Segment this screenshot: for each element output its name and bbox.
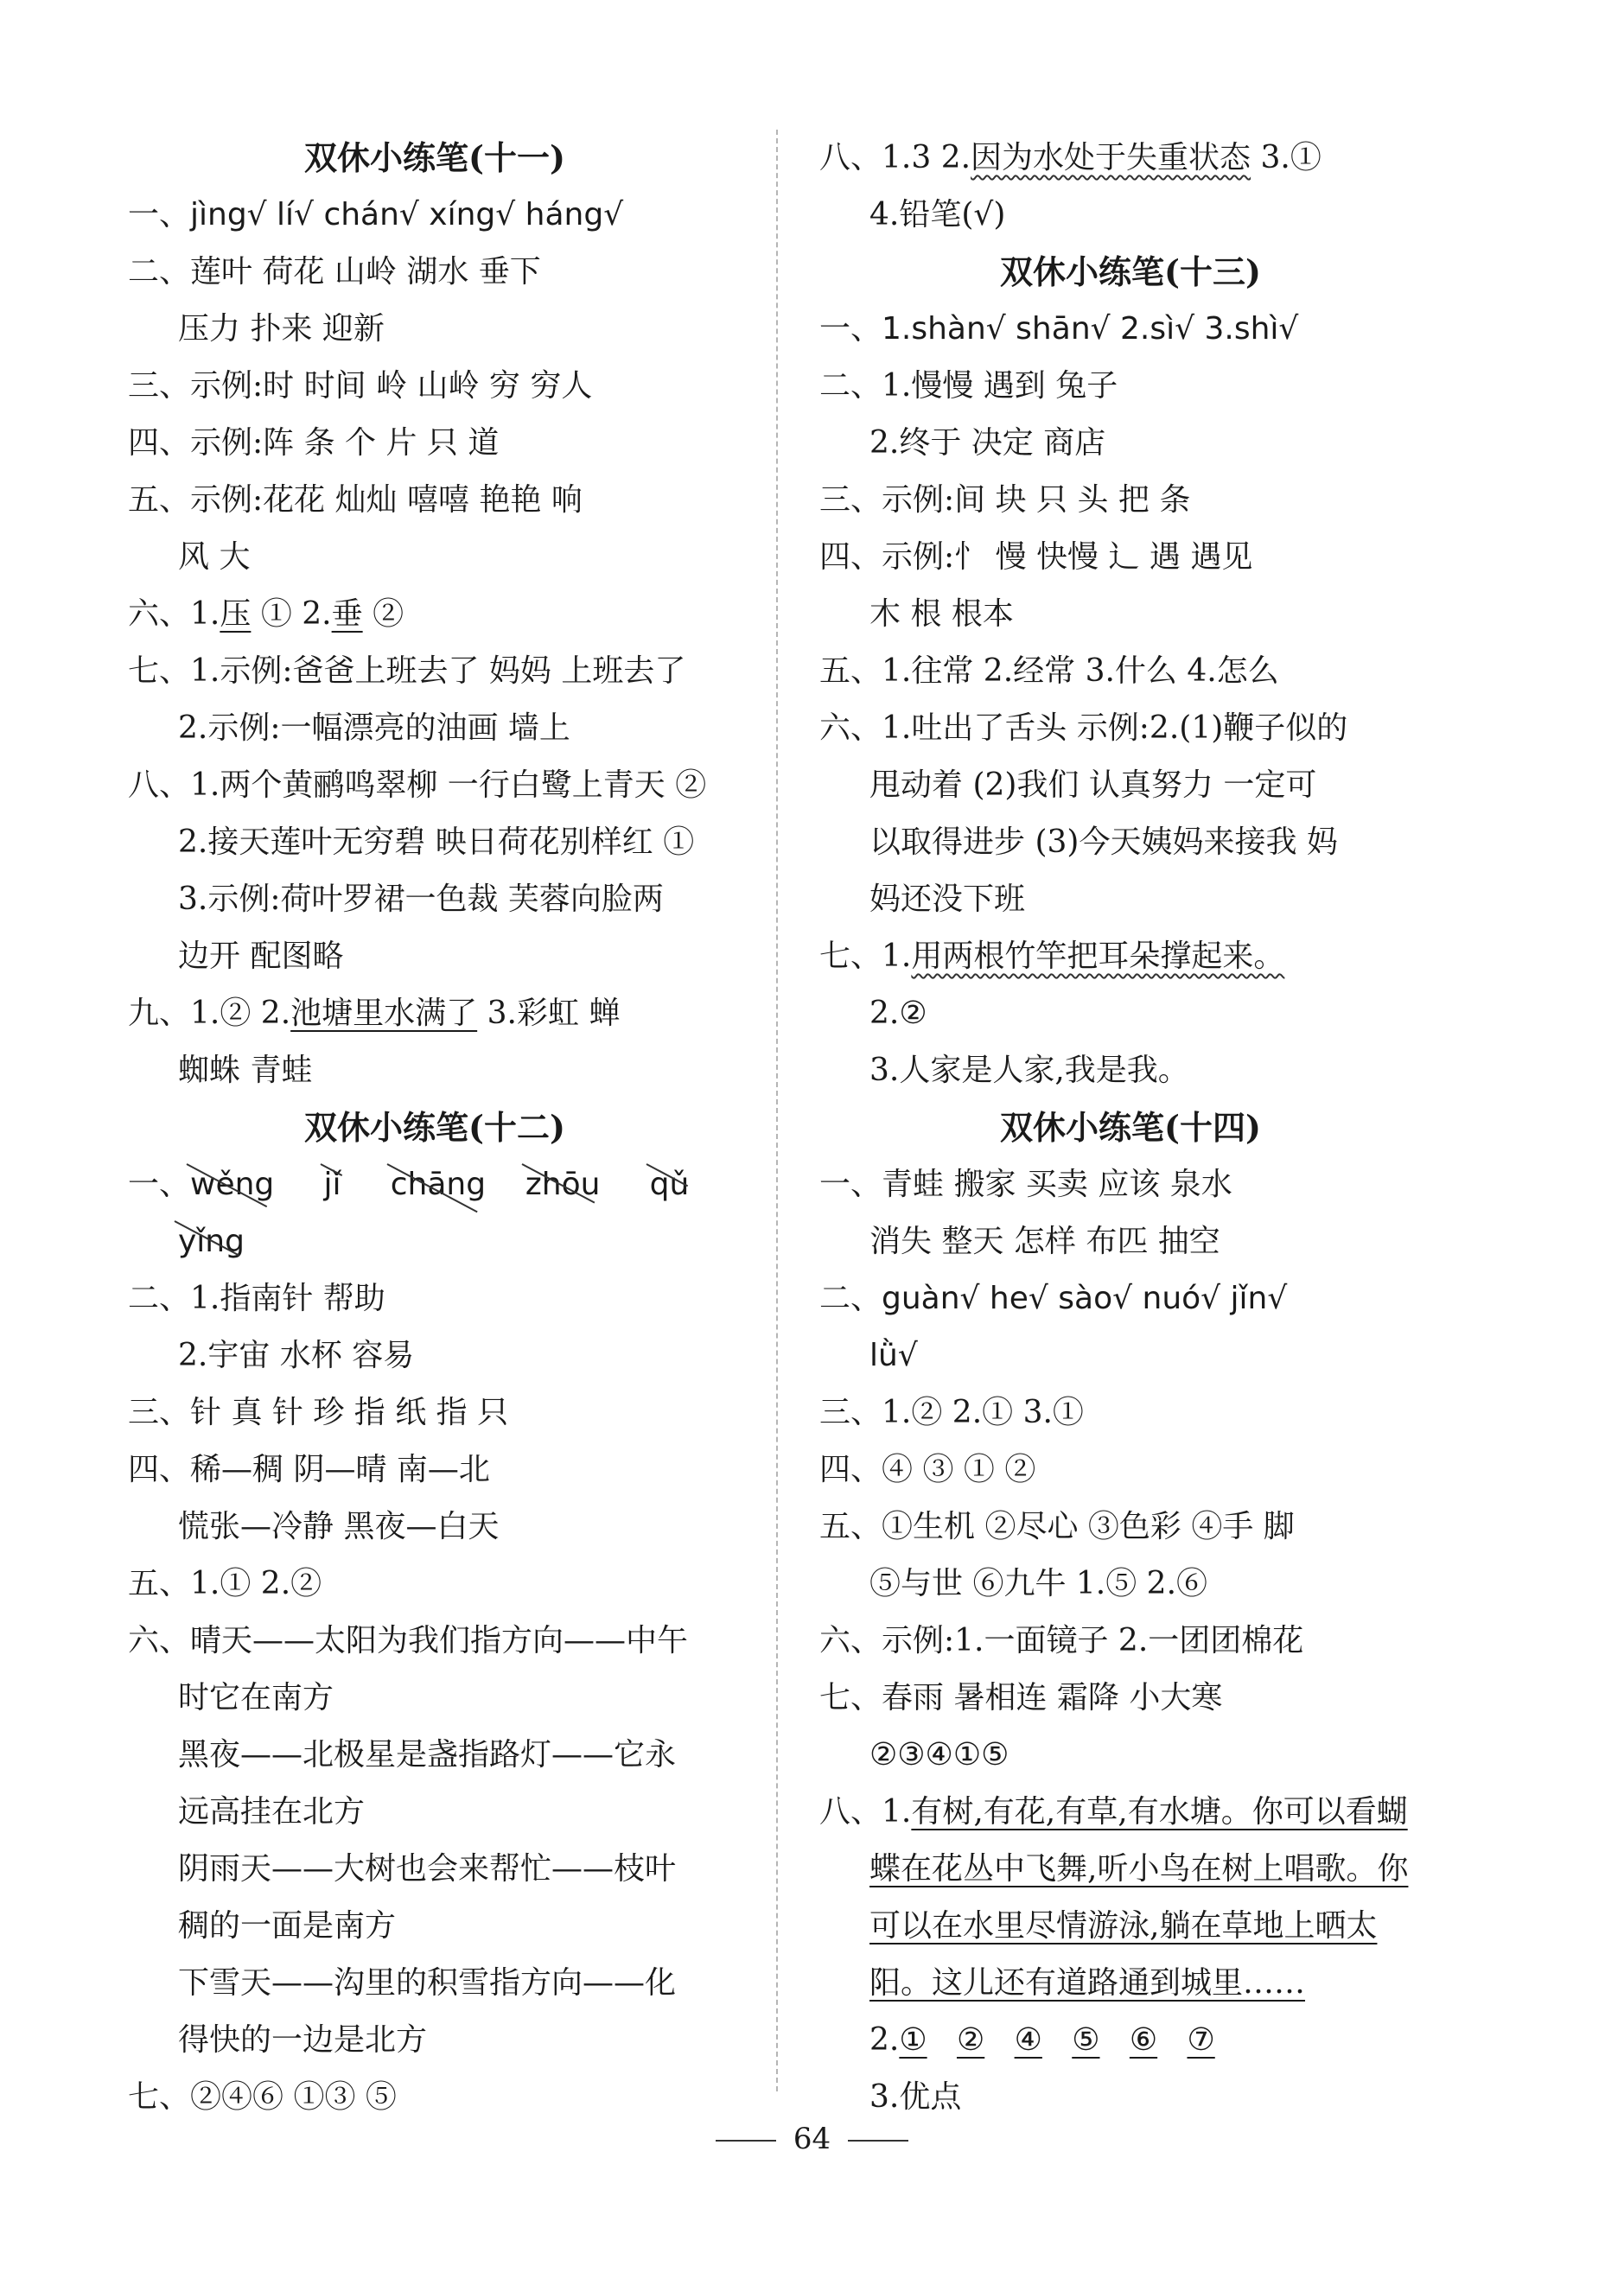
section-title-13: 双休小练笔(十三) bbox=[1000, 252, 1261, 291]
answer-line: 二、莲叶 荷花 山岭 湖水 垂下 bbox=[128, 254, 541, 290]
answer-line: 四、稀—稠 阴—晴 南—北 bbox=[128, 1452, 490, 1487]
answer-line: 以取得进步 (3)今天姨妈来接我 妈 bbox=[869, 824, 1338, 860]
answer-line bbox=[819, 928, 1442, 985]
answer-line: 2.② bbox=[869, 996, 927, 1031]
wavy-underlined-answer: 用两根竹竿把耳朵撑起来。 bbox=[911, 939, 1285, 974]
answer-line: 六、示例:1.一面镜子 2.一团团棉花 bbox=[819, 1623, 1304, 1658]
left-column bbox=[128, 130, 742, 2126]
answer-text: 七、1. bbox=[819, 939, 912, 974]
answer-text: 八、1.3 2. bbox=[819, 140, 971, 175]
answer-line: 阴雨天——大树也会来帮忙——枝叶 bbox=[178, 1851, 677, 1887]
answer-line: 三、1.② 2.① 3.① bbox=[819, 1395, 1084, 1430]
answer-text: ② bbox=[362, 596, 404, 632]
answer-line: 3.示例:荷叶罗裙一色裁 芙蓉向脸两 bbox=[178, 882, 664, 917]
answer-line: 时它在南方 bbox=[178, 1680, 334, 1715]
answer-line: 得快的一边是北方 bbox=[178, 2022, 428, 2058]
answer-text: 八、1. bbox=[819, 1794, 912, 1830]
answer-text: 六、1. bbox=[128, 596, 220, 632]
underlined-answer: 有树,有花,有草,有水塘。你可以看蝴 bbox=[911, 1794, 1408, 1830]
answer-line: 黑夜——北极星是盏指路灯——它永 bbox=[178, 1737, 677, 1773]
answer-line bbox=[819, 1784, 1442, 1841]
answer-line: 妈还没下班 bbox=[869, 882, 1026, 917]
answer-line: 七、②④⑥ ①③ ⑤ bbox=[128, 2079, 397, 2115]
answer-line: 消失 整天 怎样 布匹 抽空 bbox=[869, 1224, 1220, 1259]
answer-line: 慌张—冷静 黑夜—白天 bbox=[178, 1509, 500, 1544]
answer-text: ① 2. bbox=[251, 596, 332, 632]
underlined-answer: ⑦ bbox=[1187, 2022, 1215, 2058]
right-column bbox=[819, 130, 1442, 2126]
answer-text: 2. bbox=[869, 2022, 900, 2058]
answer-text: 九、1.② 2. bbox=[128, 996, 291, 1031]
answer-line bbox=[819, 1898, 1442, 1955]
answer-line: 四、④ ③ ① ② bbox=[819, 1452, 1036, 1487]
underlined-answer: 池塘里水满了 bbox=[290, 996, 478, 1031]
footer-dash bbox=[716, 2140, 776, 2142]
answer-line bbox=[819, 130, 1442, 187]
answer-line: 下雪天——沟里的积雪指方向——化 bbox=[178, 1965, 677, 2001]
answer-text: 一、 bbox=[128, 1167, 191, 1202]
underlined-answer: 蝶在花丛中飞舞,听小鸟在树上唱歌。你 bbox=[869, 1851, 1409, 1887]
answer-line: 五、①生机 ②尽心 ③色彩 ④手 脚 bbox=[819, 1509, 1295, 1544]
pinyin-word: qǔ bbox=[650, 1156, 690, 1213]
answer-line: 六、晴天——太阳为我们指方向——中午 bbox=[128, 1623, 689, 1658]
section-title-14: 双休小练笔(十四) bbox=[1000, 1108, 1261, 1147]
pinyin-word: zhōu bbox=[525, 1156, 601, 1213]
answer-line: ⑤与世 ⑥九牛 1.⑤ 2.⑥ bbox=[869, 1566, 1208, 1601]
answer-line: 五、1.往常 2.经常 3.什么 4.怎么 bbox=[819, 653, 1279, 689]
page-footer bbox=[0, 2122, 1624, 2156]
underlined-answer: ⑥ bbox=[1129, 2022, 1158, 2058]
underlined-answer: ④ bbox=[1014, 2022, 1042, 2058]
answer-line: 三、示例:间 块 只 头 把 条 bbox=[819, 482, 1191, 518]
answer-line: 四、示例:阵 条 个 片 只 道 bbox=[128, 425, 500, 461]
answer-line: 2.宇宙 水杯 容易 bbox=[178, 1338, 415, 1373]
answer-text: 3.① bbox=[1251, 140, 1321, 175]
answer-text: 3.彩虹 蝉 bbox=[477, 996, 621, 1031]
answer-line: 3.优点 bbox=[869, 2079, 962, 2115]
column-divider bbox=[776, 130, 778, 2091]
underlined-answer: 可以在水里尽情游泳,躺在草地上晒太 bbox=[869, 1908, 1378, 1944]
pinyin-word: wěng bbox=[190, 1156, 274, 1213]
answer-line: ②③④①⑤ bbox=[869, 1737, 1009, 1773]
answer-line: 稠的一面是南方 bbox=[178, 1908, 397, 1944]
answer-line: 二、guàn√ he√ sào√ nuó√ jǐn√ bbox=[819, 1281, 1288, 1316]
answer-line bbox=[819, 1955, 1442, 2012]
answer-line: 一、1.shàn√ shān√ 2.sì√ 3.shì√ bbox=[819, 311, 1299, 347]
answer-line: 木 根 根本 bbox=[869, 596, 1014, 632]
answer-line bbox=[128, 1156, 742, 1213]
answer-line: 2.终于 决定 商店 bbox=[869, 425, 1106, 461]
answer-line: 七、春雨 暑相连 霜降 小大寒 bbox=[819, 1680, 1223, 1715]
answer-line bbox=[128, 985, 742, 1042]
answer-line bbox=[128, 1213, 742, 1270]
pinyin-word: jǐ bbox=[324, 1156, 341, 1213]
answer-line bbox=[819, 1841, 1442, 1898]
footer-dash bbox=[848, 2140, 908, 2142]
answer-line: 二、1.慢慢 遇到 兔子 bbox=[819, 368, 1118, 404]
answer-line: 八、1.两个黄鹂鸣翠柳 一行白鹭上青天 ② bbox=[128, 767, 707, 803]
answer-line: 三、示例:时 时间 岭 山岭 穷 穷人 bbox=[128, 368, 593, 404]
answer-line: 边开 配图略 bbox=[178, 939, 344, 974]
answer-line: 五、示例:花花 灿灿 嘻嘻 艳艳 响 bbox=[128, 482, 583, 518]
pinyin-word: yǐng bbox=[178, 1213, 245, 1270]
answer-line: lǜ√ bbox=[869, 1338, 918, 1373]
underlined-answer: 压 bbox=[220, 596, 252, 632]
answer-line: 二、1.指南针 帮助 bbox=[128, 1281, 385, 1316]
answer-line bbox=[819, 2012, 1442, 2069]
answer-line: 蜘蛛 青蛙 bbox=[178, 1053, 313, 1088]
answer-line: 甩动着 (2)我们 认真努力 一定可 bbox=[869, 767, 1317, 803]
answer-line: 六、1.吐出了舌头 示例:2.(1)鞭子似的 bbox=[819, 710, 1348, 746]
answer-line: 压力 扑来 迎新 bbox=[178, 311, 385, 347]
underlined-answer: 垂 bbox=[331, 596, 363, 632]
underlined-answer: ① bbox=[899, 2022, 927, 2058]
answer-line: 七、1.示例:爸爸上班去了 妈妈 上班去了 bbox=[128, 653, 686, 689]
answer-line: 四、示例:忄 慢 快慢 辶 遇 遇见 bbox=[819, 539, 1253, 575]
answer-line: 4.铅笔(√) bbox=[869, 197, 1006, 232]
answer-line: 2.接天莲叶无穷碧 映日荷花别样红 ① bbox=[178, 824, 695, 860]
pinyin-word: chāng bbox=[391, 1156, 486, 1213]
underlined-answer: ⑤ bbox=[1072, 2022, 1100, 2058]
section-title-11: 双休小练笔(十一) bbox=[304, 138, 565, 177]
answer-line: 三、针 真 针 珍 指 纸 指 只 bbox=[128, 1395, 509, 1430]
section-title-12: 双休小练笔(十二) bbox=[304, 1108, 565, 1147]
underlined-answer: 阳。这儿还有道路通到城里…… bbox=[869, 1965, 1306, 2001]
answer-line: 3.人家是人家,我是我。 bbox=[869, 1053, 1189, 1088]
answer-line: 一、青蛙 搬家 买卖 应该 泉水 bbox=[819, 1167, 1232, 1202]
page-number: 64 bbox=[793, 2122, 831, 2156]
underlined-answer: ② bbox=[956, 2022, 985, 2058]
answer-line: 2.示例:一幅漂亮的油画 墙上 bbox=[178, 710, 570, 746]
answer-line: 远高挂在北方 bbox=[178, 1794, 366, 1830]
wavy-underlined-answer: 因为水处于失重状态 bbox=[971, 140, 1251, 175]
answer-line: 风 大 bbox=[178, 539, 251, 575]
answer-line: 五、1.① 2.② bbox=[128, 1566, 322, 1601]
answer-line bbox=[128, 586, 742, 643]
answer-line: 一、jìng√ lí√ chán√ xíng√ háng√ bbox=[128, 197, 624, 232]
